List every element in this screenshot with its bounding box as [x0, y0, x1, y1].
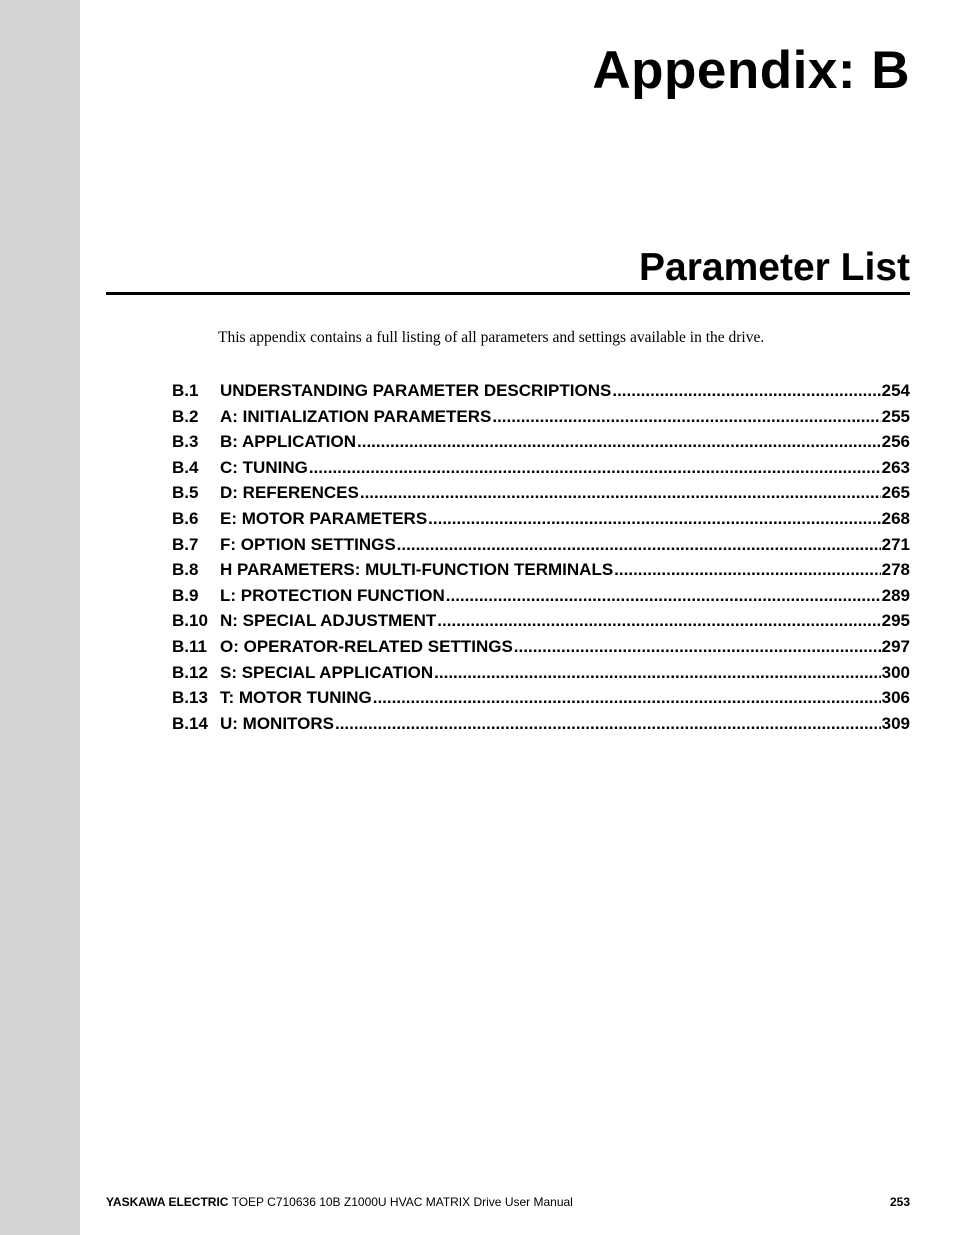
toc-number: B.12: [172, 662, 208, 682]
toc-number: B.8: [172, 560, 199, 580]
toc-entry[interactable]: [172, 637, 910, 663]
toc-number: B.2: [172, 406, 199, 426]
toc-leader: [614, 560, 880, 580]
side-bar: [0, 0, 80, 1235]
toc-entry[interactable]: [172, 714, 910, 740]
toc-leader: [492, 407, 880, 427]
toc-leader: [335, 714, 881, 734]
toc-entry[interactable]: [172, 663, 910, 689]
toc-entry[interactable]: [172, 458, 910, 484]
toc-leader: [397, 535, 881, 555]
toc-entry[interactable]: [172, 432, 910, 458]
toc-number: B.10: [172, 611, 208, 631]
toc-page: 289: [881, 585, 910, 605]
toc-number: B.6: [172, 508, 199, 528]
appendix-title: Appendix: B: [592, 41, 910, 100]
toc-number: B.1: [172, 381, 199, 400]
toc-label: F: OPTION SETTINGS: [220, 534, 396, 554]
toc-label: A: INITIALIZATION PARAMETERS: [220, 406, 492, 426]
toc-leader: [357, 432, 881, 452]
toc-page: 306: [881, 688, 910, 708]
toc-page: 268: [881, 508, 910, 528]
footer-doc: TOEP C710636 10B Z1000U HVAC MATRIX Drive User Manual: [231, 1195, 573, 1209]
toc-leader: [446, 586, 881, 606]
toc-number: B.3: [172, 432, 199, 452]
toc-label: B: APPLICATION: [220, 432, 356, 452]
toc-number: B.7: [172, 534, 199, 554]
chapter-title: Parameter List: [639, 246, 910, 289]
toc-leader: [434, 663, 880, 683]
toc-leader: [309, 458, 881, 478]
footer-brand: YASKAWA ELECTRIC: [106, 1195, 229, 1209]
toc-leader: [373, 688, 881, 708]
toc-label: L: PROTECTION FUNCTION: [220, 585, 445, 605]
toc-leader: [514, 637, 881, 657]
toc-entry[interactable]: [172, 560, 910, 586]
toc-leader: [428, 509, 880, 529]
toc-label: UNDERSTANDING PARAMETER DESCRIPTIONS: [220, 381, 612, 400]
footer-title: [106, 1195, 573, 1209]
toc-leader: [612, 381, 880, 401]
toc-entry[interactable]: [172, 586, 910, 612]
toc-leader: [437, 611, 880, 631]
toc-page: 256: [881, 432, 910, 452]
toc-number: B.9: [172, 585, 199, 605]
intro-text: This appendix contains a full listing of all parameters and settings available in the drive.: [218, 329, 765, 346]
toc-label: C: TUNING: [220, 457, 308, 477]
toc-page: 295: [881, 611, 910, 631]
toc-label: U: MONITORS: [220, 713, 334, 733]
toc-page: 300: [881, 662, 910, 682]
toc-entry[interactable]: [172, 509, 910, 535]
toc-page: 271: [881, 534, 910, 554]
toc-number: B.11: [172, 636, 207, 656]
toc-entry[interactable]: [172, 535, 910, 561]
toc-label: S: SPECIAL APPLICATION: [220, 662, 434, 682]
toc-leader: [360, 483, 881, 503]
page-number: 253: [889, 1195, 910, 1209]
toc-entry[interactable]: [172, 688, 910, 714]
toc-page: 309: [881, 713, 910, 733]
table-of-contents: [172, 381, 910, 739]
toc-entry[interactable]: [172, 407, 910, 433]
toc-page: 255: [881, 406, 910, 426]
toc-label: T: MOTOR TUNING: [220, 688, 372, 708]
toc-entry[interactable]: [172, 611, 910, 637]
toc-page: 254: [881, 381, 910, 400]
toc-page: 297: [881, 636, 910, 656]
toc-page: 265: [881, 483, 910, 503]
toc-number: B.5: [172, 483, 199, 503]
title-rule: [106, 292, 910, 295]
toc-label: O: OPERATOR-RELATED SETTINGS: [220, 636, 513, 656]
toc-entry[interactable]: [172, 483, 910, 509]
toc-number: B.13: [172, 688, 208, 708]
toc-label: H PARAMETERS: MULTI-FUNCTION TERMINALS: [220, 560, 614, 580]
toc-number: B.14: [172, 713, 208, 733]
toc-entry[interactable]: [172, 381, 910, 407]
page-footer: [106, 1195, 910, 1209]
toc-number: B.4: [172, 457, 199, 477]
toc-label: E: MOTOR PARAMETERS: [220, 508, 428, 528]
toc-page: 278: [881, 560, 910, 580]
toc-label: N: SPECIAL ADJUSTMENT: [220, 611, 437, 631]
toc-page: 263: [881, 457, 910, 477]
toc-label: D: REFERENCES: [220, 483, 359, 503]
